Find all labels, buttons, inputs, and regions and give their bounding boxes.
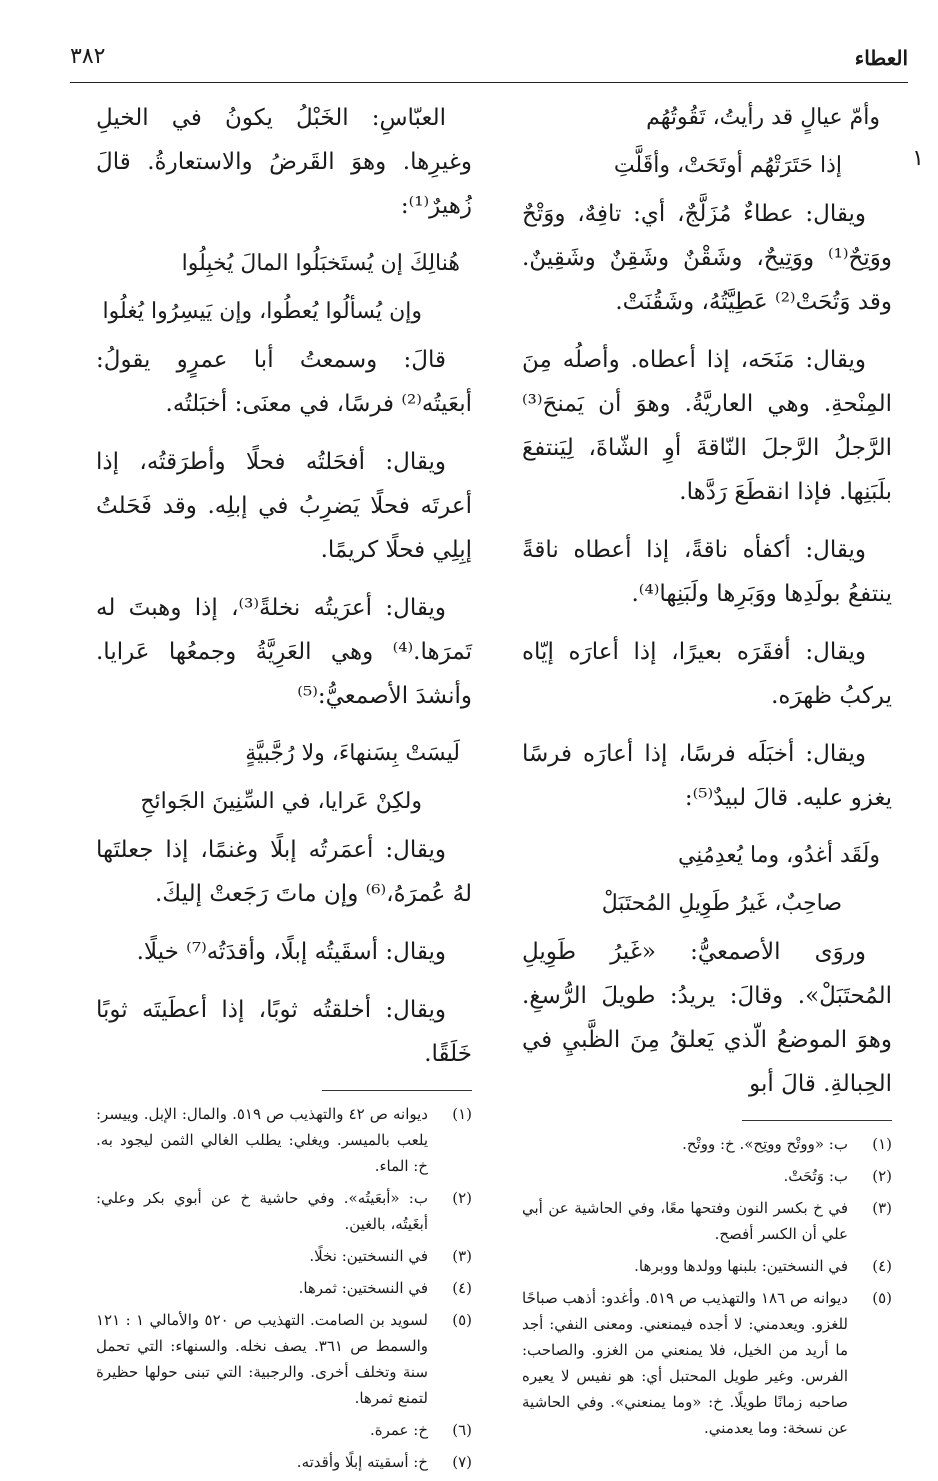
footnotes-left — [96, 1101, 472, 1475]
page-header — [70, 30, 908, 80]
footnote — [522, 1253, 892, 1279]
footnote-number: (٦) — [452, 1421, 472, 1439]
footnotes-right — [522, 1131, 892, 1441]
footnote-text: في النسختين: ثمرها. — [298, 1279, 428, 1297]
footnote-number: (٤) — [452, 1279, 472, 1297]
footnote — [96, 1449, 472, 1475]
footnote-rule — [322, 1090, 472, 1091]
right-column — [522, 96, 892, 1447]
paragraph: وروَى الأصمعيُّ: «غَيرُ طَوِيلِ المُحتَبَلْ». وقالَ: يريدُ: طويلَ الرُّسغِ. وهوَ الموضعُ الّذي يَعلقُ مِنَ الظَّبيِ في الحِبالةِ. قالَ أبو — [522, 939, 892, 1097]
paragraph: العبّاسِ: الخَبْلُ يكونُ في الخيلِ وغيرِها. وهوَ القَرضُ والاستعارةُ. قالَ زُهيرٌ⁽¹⁾: — [96, 105, 472, 219]
footnote-number: (٥) — [872, 1289, 892, 1307]
left-column — [96, 96, 472, 1481]
footnote-text: ب: «أبعَيتُه». وفي حاشية خ عن أبوي بكر وعلي: أبغَيتُه، بالغين. — [96, 1189, 428, 1233]
paragraph: ويقال: أعمَرتُه إبلًا وغنمًا، إذا جعلتَها لهُ عُمرَهُ،⁽⁶⁾ وإن ماتَ رَجَعتْ إليكَ. — [96, 837, 472, 907]
footnote-text: في النسختين: نخلًا. — [309, 1247, 428, 1265]
footnote — [96, 1307, 472, 1411]
paragraph: قالَ: وسمعتُ أبا عمرٍو يقولُ: أبعَيتُه⁽²⁾ فرسًا، في معنَى: أخبَلتُه. — [96, 347, 472, 417]
margin-marker: ١ — [912, 146, 924, 171]
footnote — [522, 1285, 892, 1441]
paragraph: ويقال: أخبَلَه فرسًا، إذا أعارَه فرسًا يغزو عليه. قالَ لبيدٌ⁽⁵⁾: — [522, 741, 892, 811]
footnote-text: ديوانه ص ١٨٦ والتهذيب ص ٥١٩. وأغدو: أذهب صباحًا للغزو. ويعدمني: لا أجده فيمنعني. ومعنى النفي: أجد ما أريد من الخيل، فلا يمنعني من الغزو. والصاحب: الفرس. وغير طويل المحتبل أي: هو نفيس لا يعيره صاحبه زمانًا طويلًا. خ: «وما يمنعني». وفي الحاشية عن نسخة: وما يعدمني. — [522, 1289, 848, 1437]
footnote-text: ب: وَتُحَتْ. — [783, 1167, 848, 1185]
footnote-text: ديوانه ص ٤٢ والتهذيب ص ٥١٩. والمال: الإبل. وييسر: يلعب بالميسر. ويغلي: يطلب الغالي الثمن ليجود به. خ: الماء. — [96, 1105, 428, 1175]
footnote — [522, 1163, 892, 1189]
footnote-number: (٤) — [872, 1257, 892, 1275]
verse-line: وإن يُسألُوا يُعطُوا، وإن يَيسِرُوا يُغلُوا — [102, 299, 422, 324]
footnote-number: (٣) — [872, 1199, 892, 1217]
running-title: العطاء — [854, 46, 908, 70]
footnote-number: (٧) — [452, 1453, 472, 1471]
footnote-number: (٢) — [452, 1189, 472, 1207]
footnote — [522, 1195, 892, 1247]
verse-line: إذا حَتَرَتْهُم أوتَحَتْ، وأقَلَّتِ — [613, 153, 842, 178]
footnote — [96, 1101, 472, 1179]
footnote-text: لسويد بن الصامت. التهذيب ص ٥٢٠ والأمالي ١ : ١٢١ والسمط ص ٣٦١. يصف نخله. والسنهاء: التي تحمل سنة وتخلف أخرى. والرجبية: التي تبنى حولها حظيرة لتمنع ثمرها. — [96, 1311, 428, 1407]
footnote — [522, 1131, 892, 1157]
header-rule — [70, 82, 908, 83]
footnote — [96, 1185, 472, 1237]
paragraph: ويقال: أفقَرَه بعيرًا، إذا أعارَه إيّاه يركبُ ظهرَه. — [522, 639, 892, 709]
paragraph: ويقال: أخلقتُه ثوبًا، إذا أعطَيتَه ثوبًا خَلَقًا. — [96, 997, 472, 1067]
footnote-rule — [742, 1120, 892, 1121]
footnote-text: خ: أسقيته إبلًا وأقدته. — [296, 1453, 428, 1471]
footnote — [96, 1417, 472, 1443]
verse-line: لَيسَتْ بِسَنهاءَ، ولا رُجَّبيَّةٍ — [245, 741, 460, 766]
footnote-number: (٣) — [452, 1247, 472, 1265]
paragraph: ويقال: أعرَيتُه نخلةً⁽³⁾، إذا وهبتَ له تَمرَها.⁽⁴⁾ وهي العَرِيَّةُ وجمعُها عَرايا. وأنشدَ الأصمعيُّ:⁽⁵⁾ — [96, 595, 472, 709]
footnote-number: (١) — [452, 1105, 472, 1123]
paragraph: ويقال: أفحَلتُه فحلًا وأطرَقتُه، إذا أعرتَه فحلًا يَضرِبُ في إبلِه. وقد فَحَلتُ إبِلِي فحلًا كريمًا. — [96, 449, 472, 563]
footnote-text: ب: «ووتْح ووتِح». خ: ووتْح. — [682, 1135, 848, 1153]
footnote-text: خ: عمرة. — [369, 1421, 428, 1439]
paragraph: ويقال: أكفأه ناقةً، إذا أعطاه ناقةً ينتفعُ بولَدِها ووَبَرِها ولَبَنِها⁽⁴⁾. — [522, 537, 892, 607]
paragraph: ويقال: أسقَيتُه إبلًا، وأقدَتُه⁽⁷⁾ خيلًا. — [136, 939, 446, 965]
page-number: ٣٨٢ — [70, 44, 106, 69]
footnote-number: (٢) — [872, 1167, 892, 1185]
paragraph: ويقال: مَنَحَه، إذا أعطاه. وأصلُه مِنَ المِنْحةِ. وهي العاريَّةُ. وهوَ أن يَمنحَ⁽³⁾ الرَّجلُ الرَّجلَ النّاقةَ أوِ الشّاةَ، لِيَنتفعَ بلَبَنِها. فإذا انقطَعَ رَدَّها. — [522, 347, 892, 505]
paragraph: ويقال: عطاءٌ مُزَلَّجٌ، أي: تافِهٌ، ووَتْحٌ ووَتِحٌ⁽¹⁾ ووَتِيحٌ، وشَقْنٌ وشَقِنٌ وشَقِينٌ. وقد وَتُحَتْ⁽²⁾ عَطِيَّتُهُ، وشَقُنَتْ. — [522, 201, 892, 315]
verse-line: وأمّ عيالٍ قد رأيتُ، تَقُوتُهُم — [646, 105, 880, 130]
verse-line: صاحِبٌ، غَيرُ طَوِيلِ المُحتَبَلْ — [601, 891, 842, 916]
footnote-number: (١) — [872, 1135, 892, 1153]
verse-line: ولكِنْ عَرايا، في السِّنِينَ الجَوائحِ — [140, 789, 422, 814]
footnote-text: في خ بكسر النون وفتحها معًا، وفي الحاشية عن أبي علي أن الكسر أفصح. — [522, 1199, 848, 1243]
verse-line: ولَقَد أغدُو، وما يُعدِمُنِي — [677, 843, 880, 868]
footnote-text: في النسختين: بلبنها وولدها ووبرها. — [634, 1257, 848, 1275]
footnote — [96, 1275, 472, 1301]
footnote — [96, 1243, 472, 1269]
verse-line: هُنالِكَ إن يُستَخبَلُوا المالَ يُخبِلُوا — [181, 251, 460, 276]
footnote-number: (٥) — [452, 1311, 472, 1329]
